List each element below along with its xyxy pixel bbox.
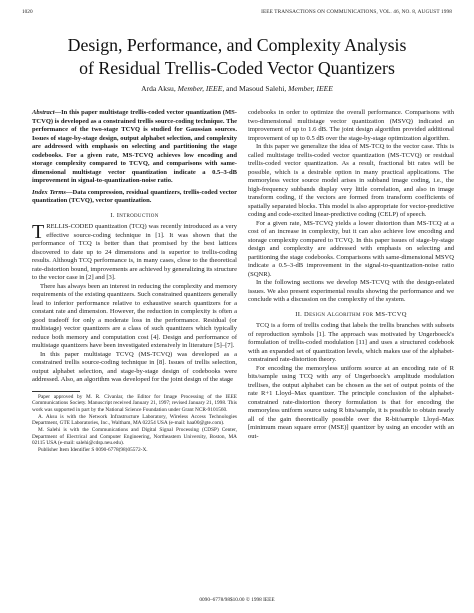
index-terms (32, 189, 237, 206)
intro-paragraph-7: In the following sections we develop MS-TCVQ with the design-related issues. We also present experimental results showing the performance and we conclude with a discussion on the complexity of the system. (248, 279, 454, 303)
intro-paragraph-3: In this paper multistage TCVQ (MS-TCVQ) was developed as a constrained trellis source-coding technique in [8]. Issues of trellis selection, output alphabet selection, and stage-by-stage design of codebooks were addressed. Also, an algorithm was developed for the joint design of the stage (32, 350, 237, 383)
index-terms-label: Index Terms— (32, 188, 73, 196)
design-paragraph-2: For encoding the memoryless uniform source at an encoding rate of R bits/sample using TCQ with any of Ungerboeck's amplitude modulation trellises, the output alphabet can be chosen as the set of output points of the rate R+1 Lloyd–Max quantizer. The principle conclusion of the alphabet-constrained rate-distortion theory formulation is that for encoding the memoryless uniform source using R bits/sample, it is possible to obtain nearly all of the gain theoretically possible over the R-bit/sample Lloyd–Max [minimum mean square error (MSE)] quantizer by using an encoder with an out- (248, 364, 454, 440)
author-1-role: Member, IEEE, (177, 84, 225, 93)
footnote-received: Paper approved by M. R. Civanlar, the Editor for Image Processing of the IEEE Communications Society. Manuscript received January 21, 1997; revised January 21, 1998. This work was supported in part by the National Science Foundation under Grant NCR-9101560. (32, 393, 237, 413)
title-line-2: of Residual Trellis-Coded Vector Quantizers (79, 58, 395, 78)
paper-title (20, 34, 454, 80)
section-heading-introduction: I. Introduction (110, 211, 159, 219)
intro-paragraph-2: There has always been an interest in reducing the complexity and memory requirements of the existing quantizers. Such constrained quantizers generally lead to inferior performance relative to exhaustive search quantizers for a constant rate and dimension. However, the reduction in complexity is often a good tradeoff for only a moderate loss in the performance. Residual (or multistage) vector quantizers are a class of such quantizers which typically reduce both memory and computation cost [4]. Design and performance of multistage quantizers have been investigated extensively in literature [5]–[7]. (32, 282, 237, 349)
intro-paragraph-1 (32, 223, 237, 283)
intro-paragraph-5: In this paper we generalize the idea of MS-TCQ to the vector case. This is called multistage trellis-coded vector quantization (MS-TCVQ) or residual trellis-coded vector quantization. As a result, fractional bit rates will be possible, which is a desirable option in many practical applications. The memoryless vector source model arises in subband image coding, i.e., the high-frequency subbands display very little correlation, and also in image transform coding, if the vectors are formed from transform coefficients of spatially separated blocks. This model is also appropriate for vector-predictive coding and code-excited linear-predictive coding (CELP) of speech. (248, 143, 454, 218)
index-terms-text: Data compression, residual quantizers, trellis-coded vector quantization (TCVQ), vector quantization. (32, 188, 237, 204)
author-2-role: Member, IEEE (288, 84, 333, 93)
author-2-name: Masoud Salehi, (239, 84, 287, 93)
intro-paragraph-1-text: RELLIS-CODED quantization (TCQ) was recently introduced as a very effective source-coding technique in [1]. It was shown that the performance of TCQ is better than that promised by the best lattices discovered to date up to 24 dimensions and is superior to trellis-coding results. Although TCQ performance is, in many cases, close to the theoretical rate-distortion bound, improvements are achieved by generalizing its structure to the vector case in [2] and [3]. (32, 223, 237, 281)
abstract (32, 109, 237, 186)
intro-paragraph-4: codebooks in order to optimize the overall performance. Comparisons with two-dimensional multistage vector quantization (MSVQ) indicated an improvement of up to 1.6 dB. The joint design algorithm provided additional improvement of up to 0.5 dB over the stage-by-stage optimization algorithm. (248, 109, 454, 142)
abstract-text: In this paper multistage trellis-coded vector quantization (MS-TCVQ) is developed as a constrained trellis source-coding technique. The performance of the two-stage TCVQ is studied for Gaussian sources. Issues of stage-by-stage design, output alphabet selection, and complexity are addressed with emphasis on selecting and partitioning the stage codebooks. For a given rate, MS-TCVQ achieves low encoding and storage complexity compared to TCVQ, and comparisons with same-dimensional multistage vector quantization indicate a 0.5–3-dB improvement in signal-to-quantization-noise ratio. (32, 109, 237, 184)
copyright-footer: 0090–6778/98$10.00 © 1998 IEEE (199, 597, 275, 603)
abstract-label: Abstract— (32, 109, 62, 116)
design-paragraph-1: TCQ is a form of trellis coding that labels the trellis branches with subsets of reproduction symbols [1]. The approach was motivated by Ungerboeck's formulation of trellis-coded modulation [11] and uses a structured codebook with an expanded set of quantization levels, which makes use of the alphabet-constrained rate-distortion theory. (248, 322, 454, 363)
author-line (20, 84, 454, 93)
author-conjunction: and (226, 84, 238, 93)
journal-header: IEEE TRANSACTIONS ON COMMUNICATIONS, VOL. 46, NO. 8, AUGUST 1998 (261, 9, 452, 15)
footnote-rule (32, 391, 80, 392)
footnote-author-2: M. Salehi is with the Communications and Digital Signal Processing (CDSP) Center, Department of Electrical and Computer Engineering, Northeastern University, Boston, MA 02115 USA (e-mail: salehi@cdsp.neu.edu). (32, 427, 237, 447)
footnote-author-1: A. Aksu is with the Network Infrastructure Laboratory, Wireless Access Technologies Department, GTE Laboratories, Inc., Waltham, MA 02254 USA (e-mail: haa00@gte.com). (32, 413, 237, 427)
author-1-name: Arda Aksu, (141, 84, 176, 93)
running-header (22, 9, 452, 19)
drop-cap: T (32, 221, 45, 243)
left-column (32, 109, 237, 454)
section-heading-design-algorithm: II. Design Algorithm for MS-TCVQ (295, 310, 407, 318)
right-column (248, 109, 454, 441)
intro-paragraph-6: For a given rate, MS-TCVQ yields a lower distortion than MS-TCQ at a cost of an increase in complexity, but it can also achieve low encoding and storage complexity compared to TCVQ. In this paper issues of stage-by-stage design and complexity are addressed with emphasis on selecting and partitioning the stage codebooks. Comparisons with same-dimensional MSVQ indicate a 0.5–3-dB improvement in the signal-to-quantization-noise ratio (SQNR). (248, 219, 454, 278)
footnote-publisher-id: Publisher Item Identifier S 0090-6778(98)05572-X. (38, 447, 148, 454)
title-line-1: Design, Performance, and Complexity Analysis (67, 35, 407, 55)
page-number: 1020 (22, 9, 33, 15)
